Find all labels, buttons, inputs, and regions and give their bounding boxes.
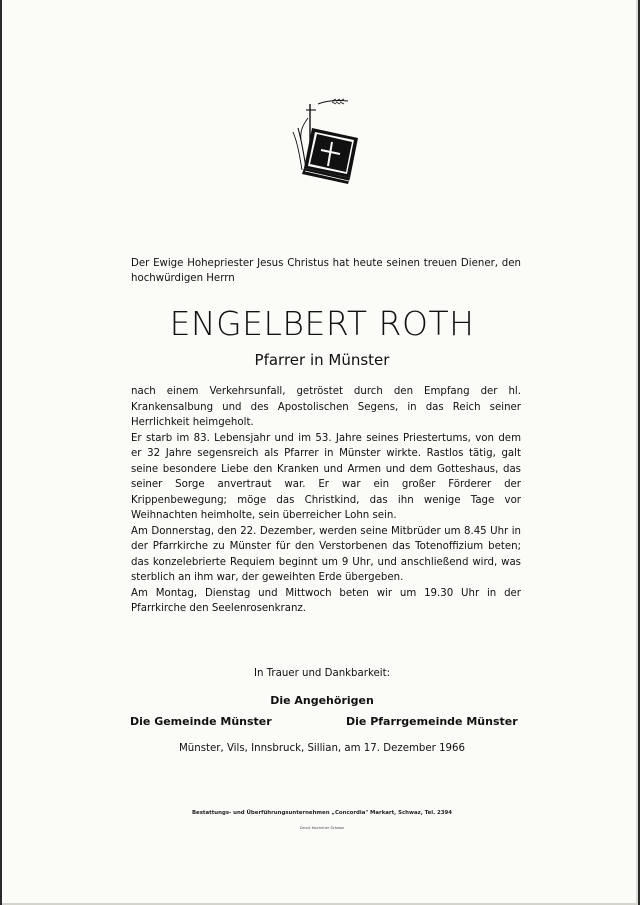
intro-text: Der Ewige Hohepriester Jesus Christus hat heute seinen treuen Diener, den hochwürdigen Herrn (131, 258, 521, 284)
undertaker-imprint: Bestattungs- und Überführungsunternehmen „Concordia" Markart, Schwaz, Tel. 2394 (191, 810, 453, 816)
closing-line: In Trauer und Dankbarkeit: (253, 668, 391, 679)
printer-imprint: Druck Hochriner Schwaz (299, 826, 345, 830)
deceased-role: Pfarrer in Münster (254, 351, 390, 369)
signatory-municipality: Die Gemeinde Münster (130, 715, 272, 728)
paragraph: Am Donnerstag, den 22. Dezember, werden seine Mitbrüder um 8.45 Uhr in der Pfarrkirche zu Münster für den Verstorbenen das Totenoffizium beten; das konzelebrierte Requiem beginnt um 9 Uhr, und anschließend wird, was sterblich an ihm war, der geweihten Erde übergeben. (131, 525, 521, 583)
paragraph: Er starb im 83. Lebensjahr und im 53. Jahre seines Priestertums, von dem er 32 Jahre segensreich als Pfarrer in Münster wirkte. Rastlos tätig, galt seine besondere Liebe den Kranken und Armen und dem Gotteshaus, das seiner Sorge anvertraut war. Er war ein großer Förderer der Krippenbewegung; möge das Christkind, das ihn wenige Tage vor Weihnachten heimholte, sein überreicher Lohn sein. (131, 432, 521, 521)
signatory-parish: Die Pfarrgemeinde Münster (346, 715, 518, 728)
paragraph: Am Montag, Dienstag und Mittwoch beten wir um 19.30 Uhr in der Pfarrkirche den Seelenrosenkranz. (131, 587, 521, 614)
cross-book-icon (288, 98, 362, 190)
death-notice-page (2, 0, 638, 905)
deceased-name: ENGELBERT ROTH (169, 304, 475, 343)
paragraph: nach einem Verkehrsunfall, getröstet durch den Empfang der hl. Krankensalbung und des Apostolischen Segens, in das Reich seiner Herrlichkeit heimgeholt. (131, 386, 521, 428)
place-date: Münster, Vils, Innsbruck, Sillian, am 17. Dezember 1966 (179, 743, 465, 754)
notice-body (131, 384, 521, 617)
signatory-family: Die Angehörigen (270, 694, 374, 707)
